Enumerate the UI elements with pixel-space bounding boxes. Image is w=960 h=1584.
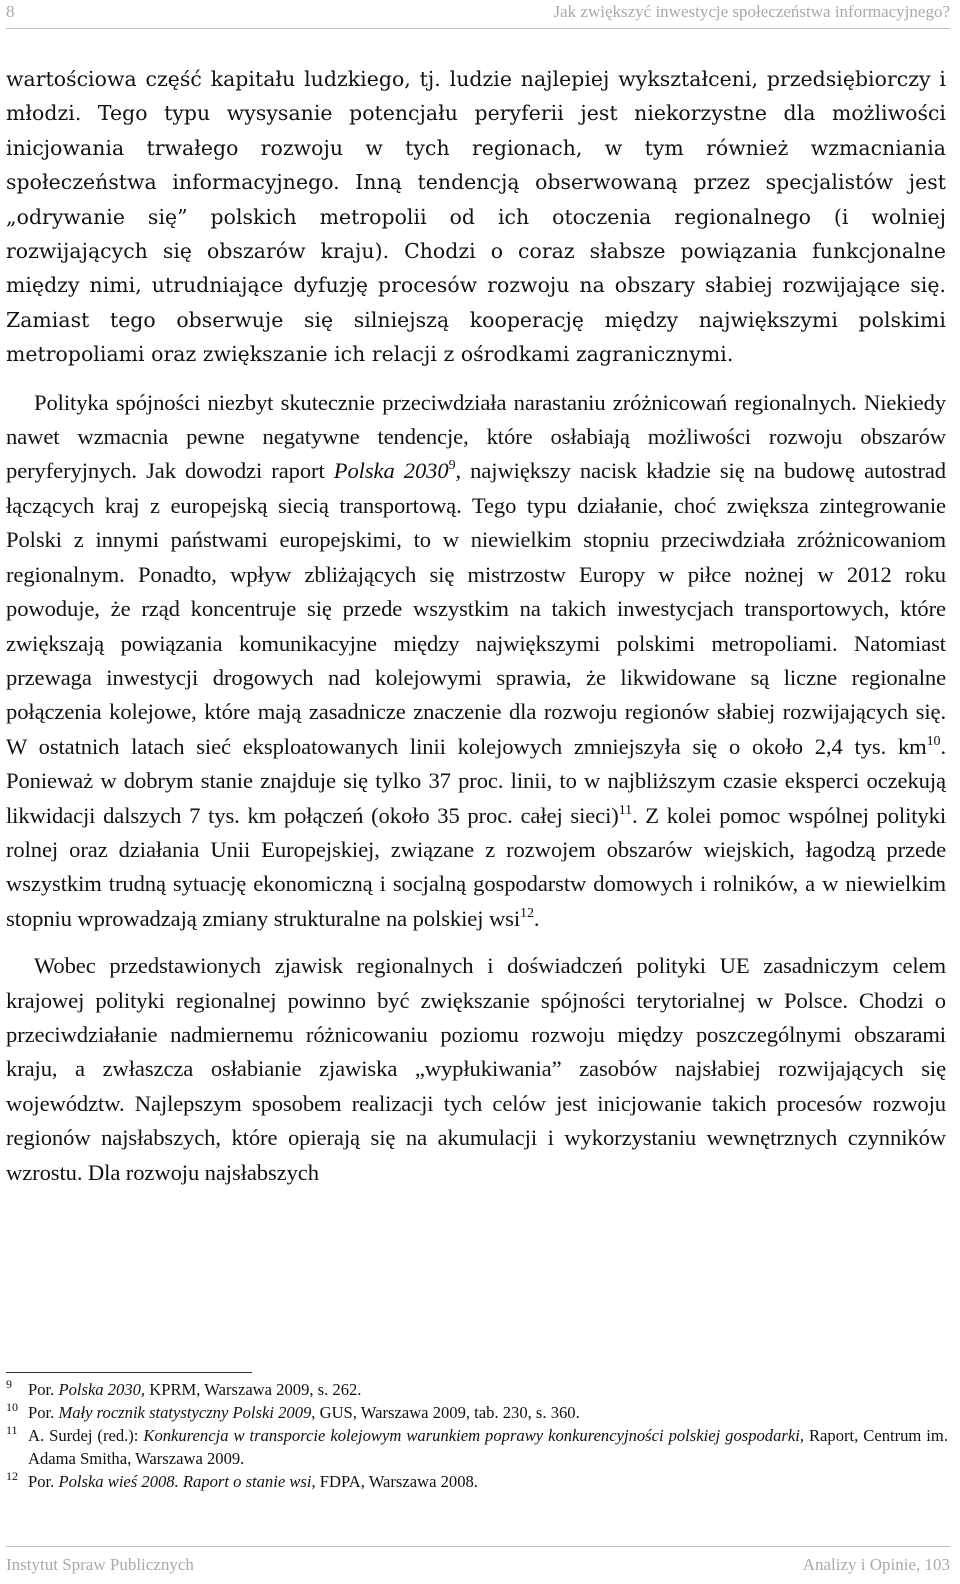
footnote-separator (6, 1372, 252, 1373)
paragraph-1: wartościowa część kapitału ludzkiego, tj. ludzie najlepiej wykształceni, przedsiębiorczy i młodzi. Tego typu wysysanie potencjału peryferii jest niekorzystne dla możliwości inicjowania trwałego rozwoju w tych regionach, w tym również wzmacniania społeczeństwa informacyjnego. Inną tendencją obserwowaną przez specjalistów jest „odrywanie się” polskich metropolii od ich otoczenia regionalnego (i wolniej rozwijających się obszarów kraju). Chodzi o coraz słabsze powiązania funkcjonalne między nimi, utrudniające dyfuzję procesów rozwoju na obszary słabiej rozwijające się. Zamiast tego obserwuje się silniejszą kooperację między największymi polskimi metropoliami oraz zwiększanie ich relacji z ośrodkami zagranicznymi. (6, 67, 946, 367)
paragraph-2-text-d: . Z kolei pomoc wspólnej polityki rolnej oraz działania Unii Europejskiej, związane z rozwojem obszarów wiejskich, łagodzą przede wszystkim trudną sytuację ekonomiczną i socjalną gospodarstw domowych i rolników, a w niewielkim stopniu wprowadzają zmiany strukturalne na polskiej wsi (6, 802, 946, 931)
footnote-number: 10 (6, 1400, 18, 1414)
footnotes (6, 1378, 948, 1493)
footnote-12 (6, 1470, 948, 1493)
footnote-text: Por. (28, 1472, 59, 1491)
paragraph-3-text: Wobec przedstawionych zjawisk regionalnych i doświadczeń polityki UE zasadniczym celem krajowej polityki regionalnej powinno być zwiększanie spójności terytorialnej w Polsce. Chodzi o przeciwdziałanie nadmiernemu różnicowaniu poziomu rozwoju między poszczególnymi obszarami kraju, a zwłaszcza osłabianie zjawiska „wypłukiwania” zasobów najsłabiej rozwijających się województw. Najlepszym sposobem realizacji tych celów jest inicjowanie takich procesów rozwoju regionów najsłabszych, które opierają się na akumulacji i wykorzystaniu wewnętrznych czynników wzrostu. Dla rozwoju najsłabszych (6, 953, 946, 1185)
footnote-text: KPRM, Warszawa 2009, s. 262. (145, 1380, 362, 1399)
footnote-italic: Polska wieś 2008. Raport o stanie wsi (58, 1472, 312, 1491)
publisher-name: Instytut Spraw Publicznych (6, 1555, 194, 1574)
footnote-text: , FDPA, Warszawa 2008. (311, 1472, 478, 1491)
paragraph-2-text-b: , największy nacisk kładzie się na budowę autostrad łączących kraj z europejską siecią transportową. Tego typu działanie, choć zwiększa zintegrowanie Polski z innymi państwami europejskimi, to w niewielkim stopniu przeciwdziała zróżnicowaniom regionalnym. Ponadto, wpływ zbliżających się mistrzostw Europy w piłce nożnej w 2012 roku powoduje, że rząd koncentruje się przede wszystkim na takich inwestycjach transportowych, które zwiększają powiązania komunikacyjne między największymi polskimi metropoliami. Natomiast przewaga inwestycji drogowych nad kolejowymi sprawia, że likwidowane są liczne regionalne połączenia kolejowe, które mają zasadnicze znaczenie dla rozwoju regionów słabiej rozwijających się. W ostatnich latach sieć eksploatowanych linii kolejowych zmniejszyła się o około 2,4 tys. km (6, 458, 947, 759)
paragraph-3 (6, 949, 946, 1190)
footnote-text: A. Surdej (red.): (28, 1426, 144, 1445)
footnote-number: 12 (6, 1469, 18, 1483)
footnote-ref-9[interactable]: 9 (448, 458, 456, 474)
running-header (6, 0, 950, 29)
footnote-ref-12[interactable]: 12 (520, 905, 534, 921)
report-title-italic: Polska 2030 (333, 458, 449, 484)
footnote-11 (6, 1424, 948, 1470)
footnote-text: , GUS, Warszawa 2009, tab. 230, s. 360. (311, 1403, 580, 1422)
footnote-text: Por. (28, 1403, 59, 1422)
running-title: Jak zwiększyć inwestycje społeczeństwa informacyjnego? (553, 2, 950, 21)
footnote-number: 11 (6, 1423, 18, 1437)
footnote-italic: Mały rocznik statystyczny Polski 2009 (58, 1403, 312, 1422)
footnote-10 (6, 1401, 948, 1424)
footnote-number: 9 (6, 1377, 12, 1391)
series-label: Analizy i Opinie, 103 (802, 1555, 950, 1574)
paragraph-2-text-e: . (533, 905, 540, 931)
footnote-text: , Raport, Centrum im. Adama Smitha, Warszawa 2009. (28, 1426, 948, 1468)
body-text (6, 62, 946, 1190)
footnote-9 (6, 1378, 948, 1401)
page-number: 8 (6, 2, 15, 21)
running-footer (6, 1546, 950, 1583)
footnote-text: Por. (28, 1380, 59, 1399)
paragraph-2 (6, 386, 946, 937)
footnote-italic: Polska 2030, (58, 1380, 146, 1399)
footnote-ref-11[interactable]: 11 (618, 802, 632, 818)
footnote-italic: Konkurencja w transporcie kolejowym warunkiem poprawy konkurencyjności polskiej gospodarki (143, 1426, 800, 1445)
paragraph-2-text-a: Polityka spójności niezbyt skutecznie przeciwdziała narastaniu zróżnicowań regionalnych. Niekiedy nawet wzmacnia pewne negatywne tendencje, które osłabiają możliwości rozwoju obszarów peryferyjnych. Jak dowodzi raport (6, 389, 946, 484)
paragraph-2-text-c: . Ponieważ w dobrym stanie znajduje się tylko 37 proc. linii, to w najbliższym czasie eksperci oczekują likwidacji dalszych 7 tys. km połączeń (około 35 proc. całej sieci) (6, 733, 946, 828)
footnote-ref-10[interactable]: 10 (926, 733, 941, 749)
